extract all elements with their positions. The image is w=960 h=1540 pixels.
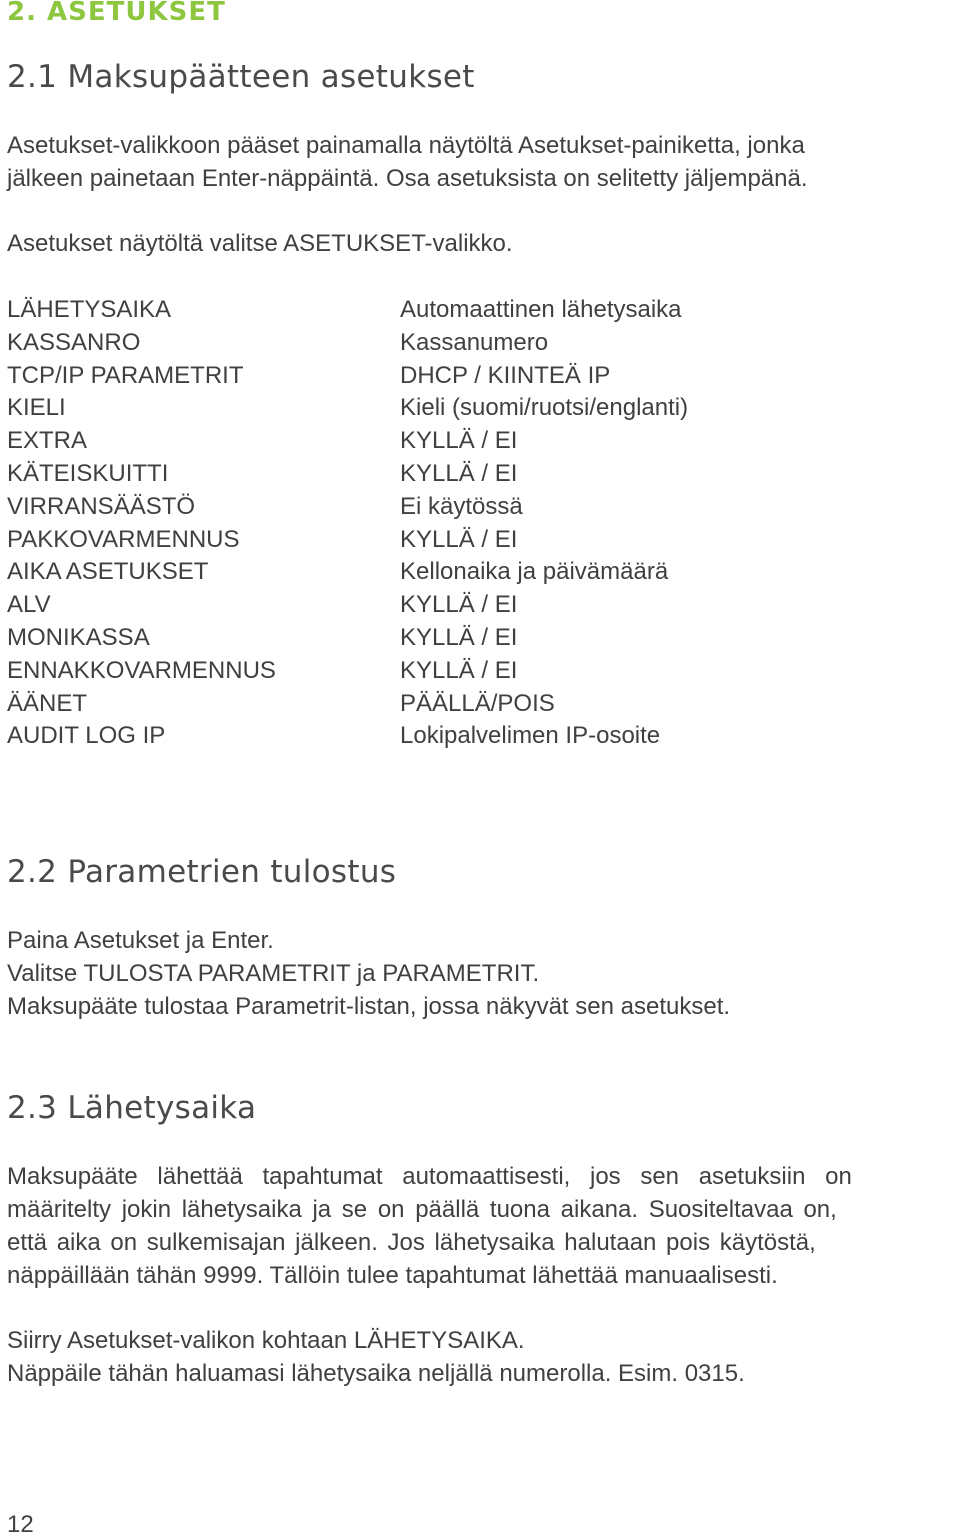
setting-name: VIRRANSÄÄSTÖ bbox=[7, 492, 196, 520]
settings-row bbox=[7, 360, 957, 393]
setting-description: DHCP / KIINTEÄ IP bbox=[400, 361, 611, 389]
settings-intro-paragraph bbox=[7, 129, 957, 195]
setting-name: ENNAKKOVARMENNUS bbox=[7, 656, 276, 684]
setting-name: MONIKASSA bbox=[7, 623, 150, 651]
setting-description: KYLLÄ / EI bbox=[400, 525, 518, 553]
paragraph-line: Siirry Asetukset-valikon kohtaan LÄHETYSAIKA. bbox=[7, 1327, 525, 1354]
setting-description: PÄÄLLÄ/POIS bbox=[400, 689, 555, 717]
settings-row bbox=[7, 294, 957, 327]
setting-description: Lokipalvelimen IP-osoite bbox=[400, 722, 661, 750]
send-time-paragraph bbox=[7, 1160, 957, 1292]
settings-row bbox=[7, 589, 957, 622]
settings-menu-instruction: Asetukset näytöltä valitse ASETUKSET-valikko. bbox=[7, 230, 513, 257]
setting-name: ALV bbox=[7, 591, 51, 619]
paragraph-line: Maksupääte tulostaa Parametrit-listan, jossa näkyvät sen asetukset. bbox=[7, 993, 731, 1020]
settings-row bbox=[7, 491, 957, 524]
section-title-settings: 2.1 Maksupäätteen asetukset bbox=[7, 59, 475, 95]
setting-name: KIELI bbox=[7, 394, 66, 422]
setting-description: Kieli (suomi/ruotsi/englanti) bbox=[400, 394, 689, 422]
paragraph-line: Valitse TULOSTA PARAMETRIT ja PARAMETRIT. bbox=[7, 960, 540, 987]
section-title-parameter-printing: 2.2 Parametrien tulostus bbox=[7, 854, 397, 890]
paragraph-line: määritelty jokin lähetysaika ja se on päällä tuona aikana. Suositeltavaa on, bbox=[7, 1196, 837, 1223]
chapter-title: 2. ASETUKSET bbox=[7, 0, 226, 27]
paragraph-line: näppäillään tähän 9999. Tällöin tulee tapahtumat lähettää manuaalisesti. bbox=[7, 1262, 778, 1289]
setting-description: KYLLÄ / EI bbox=[400, 591, 518, 619]
setting-name: EXTRA bbox=[7, 427, 88, 455]
setting-description: Ei käytössä bbox=[400, 492, 523, 520]
section-title-send-time: 2.3 Lähetysaika bbox=[7, 1090, 257, 1126]
paragraph-line: Paina Asetukset ja Enter. bbox=[7, 927, 274, 954]
settings-row bbox=[7, 556, 957, 589]
paragraph-line: Näppäile tähän haluamasi lähetysaika neljällä numerolla. Esim. 0315. bbox=[7, 1360, 745, 1387]
send-time-instructions bbox=[7, 1324, 957, 1390]
setting-description: KYLLÄ / EI bbox=[400, 459, 518, 487]
setting-name: KASSANRO bbox=[7, 328, 141, 356]
setting-name: AIKA ASETUKSET bbox=[7, 558, 209, 586]
page-number: 12 bbox=[7, 1511, 34, 1538]
setting-description: Automaattinen lähetysaika bbox=[400, 296, 682, 323]
setting-name: PAKKOVARMENNUS bbox=[7, 525, 240, 553]
settings-row bbox=[7, 622, 957, 655]
setting-description: Kellonaika ja päivämäärä bbox=[400, 558, 669, 586]
paragraph-line: että aika on sulkemisajan jälkeen. Jos lähetysaika halutaan pois käytöstä, bbox=[7, 1229, 816, 1256]
settings-list bbox=[7, 294, 957, 753]
setting-description: KYLLÄ / EI bbox=[400, 656, 518, 684]
settings-row bbox=[7, 655, 957, 688]
settings-row bbox=[7, 392, 957, 425]
paragraph-line: jälkeen painetaan Enter-näppäintä. Osa asetuksista on selitetty jäljempänä. bbox=[7, 165, 808, 192]
settings-row bbox=[7, 720, 957, 753]
setting-description: KYLLÄ / EI bbox=[400, 623, 518, 651]
parameter-printing-steps bbox=[7, 924, 957, 1023]
setting-description: Kassanumero bbox=[400, 328, 549, 356]
settings-row bbox=[7, 688, 957, 721]
settings-row bbox=[7, 524, 957, 557]
settings-row bbox=[7, 458, 957, 491]
setting-name: AUDIT LOG IP bbox=[7, 722, 166, 750]
settings-row bbox=[7, 425, 957, 458]
setting-name: ÄÄNET bbox=[7, 689, 88, 717]
paragraph-line: Maksupääte lähettää tapahtumat automaattisesti, jos sen asetuksiin on bbox=[7, 1163, 852, 1190]
paragraph-line: Asetukset-valikkoon pääset painamalla näytöltä Asetukset-painiketta, jonka bbox=[7, 132, 805, 159]
setting-description: KYLLÄ / EI bbox=[400, 427, 518, 455]
settings-row bbox=[7, 327, 957, 360]
setting-name: KÄTEISKUITTI bbox=[7, 459, 169, 487]
setting-name: TCP/IP PARAMETRIT bbox=[7, 361, 244, 389]
setting-name: LÄHETYSAIKA bbox=[7, 296, 172, 323]
